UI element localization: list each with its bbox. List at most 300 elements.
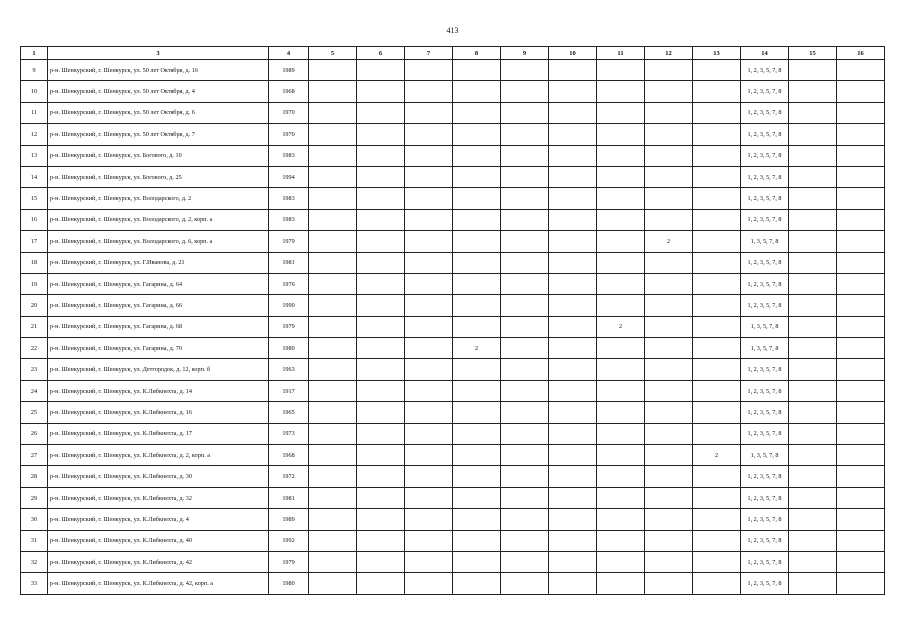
col-15-cell xyxy=(789,445,837,466)
col-9-cell xyxy=(501,102,549,123)
column-header: 13 xyxy=(693,47,741,60)
col-7-cell xyxy=(405,380,453,401)
col-13-cell xyxy=(693,359,741,380)
row-number: 12 xyxy=(21,124,48,145)
col-12-cell xyxy=(645,573,693,594)
col-9-cell xyxy=(501,188,549,209)
table-row xyxy=(21,380,885,401)
col-8-cell xyxy=(453,423,501,444)
column-header: 1 xyxy=(21,47,48,60)
col-14-cell: 1, 2, 3, 5, 7, 8 xyxy=(741,60,789,81)
col-14-cell: 1, 2, 3, 5, 7, 8 xyxy=(741,295,789,316)
year-cell: 1981 xyxy=(269,487,309,508)
col-16-cell xyxy=(837,81,885,102)
table-row xyxy=(21,60,885,81)
year-cell: 1965 xyxy=(269,402,309,423)
col-8-cell xyxy=(453,60,501,81)
col-6-cell xyxy=(357,102,405,123)
col-7-cell xyxy=(405,188,453,209)
col-15-cell xyxy=(789,252,837,273)
col-6-cell xyxy=(357,273,405,294)
row-number: 32 xyxy=(21,551,48,572)
col-16-cell xyxy=(837,423,885,444)
col-15-cell xyxy=(789,487,837,508)
table-row xyxy=(21,124,885,145)
table-row xyxy=(21,188,885,209)
address-cell: р-н. Шенкурский, г. Шенкурск, ул. Детгородок, д. 12, корп. б xyxy=(48,359,269,380)
col-14-cell: 1, 2, 3, 5, 7, 8 xyxy=(741,124,789,145)
col-6-cell xyxy=(357,338,405,359)
col-16-cell xyxy=(837,359,885,380)
col-6-cell xyxy=(357,359,405,380)
col-12-cell xyxy=(645,295,693,316)
col-12-cell xyxy=(645,166,693,187)
col-7-cell xyxy=(405,60,453,81)
col-15-cell xyxy=(789,81,837,102)
col-11-cell xyxy=(597,551,645,572)
col-9-cell xyxy=(501,487,549,508)
col-7-cell xyxy=(405,551,453,572)
col-12-cell xyxy=(645,530,693,551)
col-12-cell xyxy=(645,509,693,530)
col-16-cell xyxy=(837,445,885,466)
col-8-cell xyxy=(453,252,501,273)
col-10-cell xyxy=(549,551,597,572)
col-9-cell xyxy=(501,573,549,594)
col-7-cell xyxy=(405,209,453,230)
col-5-cell xyxy=(309,402,357,423)
col-5-cell xyxy=(309,166,357,187)
col-16-cell xyxy=(837,252,885,273)
col-9-cell xyxy=(501,209,549,230)
col-12-cell xyxy=(645,445,693,466)
col-15-cell xyxy=(789,60,837,81)
col-15-cell xyxy=(789,124,837,145)
col-9-cell xyxy=(501,316,549,337)
col-14-cell: 1, 2, 3, 5, 7, 8 xyxy=(741,573,789,594)
col-10-cell xyxy=(549,423,597,444)
address-cell: р-н. Шенкурский, г. Шенкурск, ул. К.Либкнехта, д. 32 xyxy=(48,487,269,508)
col-11-cell xyxy=(597,124,645,145)
col-11-cell xyxy=(597,102,645,123)
table-row xyxy=(21,359,885,380)
col-12-cell xyxy=(645,60,693,81)
col-13-cell xyxy=(693,273,741,294)
column-header: 15 xyxy=(789,47,837,60)
col-14-cell: 1, 2, 3, 5, 7, 8 xyxy=(741,530,789,551)
col-6-cell xyxy=(357,231,405,252)
col-5-cell xyxy=(309,60,357,81)
col-8-cell xyxy=(453,102,501,123)
year-cell: 1989 xyxy=(269,509,309,530)
col-15-cell xyxy=(789,188,837,209)
year-cell: 1963 xyxy=(269,359,309,380)
col-15-cell xyxy=(789,145,837,166)
col-7-cell xyxy=(405,145,453,166)
table-row xyxy=(21,145,885,166)
address-cell: р-н. Шенкурский, г. Шенкурск, ул. К.Либкнехта, д. 42, корп. а xyxy=(48,573,269,594)
col-7-cell xyxy=(405,530,453,551)
col-11-cell xyxy=(597,487,645,508)
col-6-cell xyxy=(357,166,405,187)
col-13-cell xyxy=(693,423,741,444)
col-13-cell xyxy=(693,81,741,102)
col-16-cell xyxy=(837,573,885,594)
table-row xyxy=(21,252,885,273)
col-6-cell xyxy=(357,316,405,337)
col-7-cell xyxy=(405,359,453,380)
col-14-cell: 1, 2, 3, 5, 7, 8 xyxy=(741,551,789,572)
col-10-cell xyxy=(549,273,597,294)
col-7-cell xyxy=(405,466,453,487)
col-15-cell xyxy=(789,338,837,359)
col-8-cell xyxy=(453,487,501,508)
col-12-cell xyxy=(645,81,693,102)
col-12-cell xyxy=(645,188,693,209)
col-15-cell xyxy=(789,231,837,252)
col-8-cell xyxy=(453,316,501,337)
col-10-cell xyxy=(549,295,597,316)
col-9-cell xyxy=(501,445,549,466)
col-16-cell xyxy=(837,402,885,423)
col-8-cell xyxy=(453,551,501,572)
address-cell: р-н. Шенкурский, г. Шенкурск, ул. К.Либкнехта, д. 42 xyxy=(48,551,269,572)
col-6-cell xyxy=(357,402,405,423)
col-16-cell xyxy=(837,380,885,401)
col-10-cell xyxy=(549,166,597,187)
col-8-cell xyxy=(453,273,501,294)
table-row xyxy=(21,466,885,487)
col-11-cell xyxy=(597,530,645,551)
col-5-cell xyxy=(309,273,357,294)
col-5-cell xyxy=(309,145,357,166)
address-cell: р-н. Шенкурский, г. Шенкурск, ул. 50 лет Октября, д. 4 xyxy=(48,81,269,102)
address-cell: р-н. Шенкурский, г. Шенкурск, ул. Володарского, д. 2 xyxy=(48,188,269,209)
col-6-cell xyxy=(357,423,405,444)
row-number: 27 xyxy=(21,445,48,466)
row-number: 26 xyxy=(21,423,48,444)
year-cell: 1990 xyxy=(269,295,309,316)
address-cell: р-н. Шенкурский, г. Шенкурск, ул. Гагарина, д. 64 xyxy=(48,273,269,294)
col-8-cell xyxy=(453,359,501,380)
col-5-cell xyxy=(309,102,357,123)
col-8-cell xyxy=(453,530,501,551)
col-5-cell xyxy=(309,316,357,337)
col-15-cell xyxy=(789,209,837,230)
row-number: 16 xyxy=(21,209,48,230)
col-14-cell: 1, 2, 3, 5, 7, 8 xyxy=(741,166,789,187)
col-5-cell xyxy=(309,423,357,444)
row-number: 24 xyxy=(21,380,48,401)
col-14-cell: 1, 2, 3, 5, 7, 8 xyxy=(741,402,789,423)
col-8-cell xyxy=(453,295,501,316)
col-6-cell xyxy=(357,530,405,551)
col-12-cell xyxy=(645,273,693,294)
col-9-cell xyxy=(501,60,549,81)
col-8-cell xyxy=(453,209,501,230)
col-9-cell xyxy=(501,231,549,252)
address-cell: р-н. Шенкурский, г. Шенкурск, ул. Гагарина, д. 68 xyxy=(48,316,269,337)
col-13-cell xyxy=(693,551,741,572)
col-15-cell xyxy=(789,402,837,423)
column-header: 7 xyxy=(405,47,453,60)
col-9-cell xyxy=(501,509,549,530)
col-12-cell xyxy=(645,551,693,572)
col-9-cell xyxy=(501,166,549,187)
row-number: 17 xyxy=(21,231,48,252)
col-11-cell: 2 xyxy=(597,316,645,337)
year-cell: 1980 xyxy=(269,338,309,359)
table-row xyxy=(21,487,885,508)
table-row xyxy=(21,530,885,551)
col-9-cell xyxy=(501,252,549,273)
table-row xyxy=(21,509,885,530)
col-12-cell xyxy=(645,487,693,508)
table-row xyxy=(21,316,885,337)
col-7-cell xyxy=(405,124,453,145)
table-row xyxy=(21,231,885,252)
col-11-cell xyxy=(597,338,645,359)
address-cell: р-н. Шенкурский, г. Шенкурск, ул. Гагарина, д. 66 xyxy=(48,295,269,316)
col-13-cell xyxy=(693,466,741,487)
col-13-cell xyxy=(693,60,741,81)
col-13-cell xyxy=(693,231,741,252)
col-5-cell xyxy=(309,124,357,145)
col-12-cell xyxy=(645,423,693,444)
col-9-cell xyxy=(501,423,549,444)
col-11-cell xyxy=(597,445,645,466)
address-cell: р-н. Шенкурский, г. Шенкурск, ул. К.Либкнехта, д. 14 xyxy=(48,380,269,401)
row-number: 22 xyxy=(21,338,48,359)
row-number: 21 xyxy=(21,316,48,337)
col-13-cell xyxy=(693,530,741,551)
col-11-cell xyxy=(597,166,645,187)
col-10-cell xyxy=(549,402,597,423)
col-12-cell xyxy=(645,380,693,401)
row-number: 10 xyxy=(21,81,48,102)
table-row xyxy=(21,423,885,444)
row-number: 29 xyxy=(21,487,48,508)
col-9-cell xyxy=(501,380,549,401)
header-row xyxy=(21,47,885,60)
year-cell: 1989 xyxy=(269,60,309,81)
col-11-cell xyxy=(597,380,645,401)
address-cell: р-н. Шенкурский, г. Шенкурск, ул. 50 лет Октября, д. 7 xyxy=(48,124,269,145)
col-5-cell xyxy=(309,466,357,487)
col-12-cell xyxy=(645,209,693,230)
col-8-cell xyxy=(453,573,501,594)
col-6-cell xyxy=(357,209,405,230)
table-row xyxy=(21,445,885,466)
col-6-cell xyxy=(357,466,405,487)
col-5-cell xyxy=(309,530,357,551)
col-8-cell xyxy=(453,166,501,187)
table-row xyxy=(21,295,885,316)
address-cell: р-н. Шенкурский, г. Шенкурск, ул. К.Либкнехта, д. 17 xyxy=(48,423,269,444)
col-6-cell xyxy=(357,380,405,401)
col-5-cell xyxy=(309,445,357,466)
col-9-cell xyxy=(501,273,549,294)
col-16-cell xyxy=(837,145,885,166)
col-11-cell xyxy=(597,81,645,102)
address-cell: р-н. Шенкурский, г. Шенкурск, ул. 50 лет Октября, д. 6 xyxy=(48,102,269,123)
col-14-cell: 1, 3, 5, 7, 8 xyxy=(741,316,789,337)
col-7-cell xyxy=(405,295,453,316)
address-cell: р-н. Шенкурский, г. Шенкурск, ул. К.Либкнехта, д. 30 xyxy=(48,466,269,487)
col-16-cell xyxy=(837,466,885,487)
col-8-cell: 2 xyxy=(453,338,501,359)
col-13-cell xyxy=(693,166,741,187)
col-5-cell xyxy=(309,81,357,102)
col-11-cell xyxy=(597,509,645,530)
col-15-cell xyxy=(789,295,837,316)
col-8-cell xyxy=(453,145,501,166)
col-13-cell xyxy=(693,252,741,273)
address-cell: р-н. Шенкурский, г. Шенкурск, ул. Гагарина, д. 70 xyxy=(48,338,269,359)
col-7-cell xyxy=(405,231,453,252)
col-6-cell xyxy=(357,252,405,273)
col-12-cell xyxy=(645,402,693,423)
row-number: 31 xyxy=(21,530,48,551)
year-cell: 1981 xyxy=(269,252,309,273)
col-12-cell xyxy=(645,102,693,123)
col-7-cell xyxy=(405,166,453,187)
col-7-cell xyxy=(405,273,453,294)
col-14-cell: 1, 3, 5, 7, 8 xyxy=(741,231,789,252)
year-cell: 1970 xyxy=(269,102,309,123)
col-14-cell: 1, 2, 3, 5, 7, 8 xyxy=(741,273,789,294)
col-8-cell xyxy=(453,509,501,530)
col-8-cell xyxy=(453,402,501,423)
col-8-cell xyxy=(453,124,501,145)
col-5-cell xyxy=(309,295,357,316)
column-header: 8 xyxy=(453,47,501,60)
col-12-cell xyxy=(645,359,693,380)
col-16-cell xyxy=(837,551,885,572)
col-16-cell xyxy=(837,124,885,145)
row-number: 25 xyxy=(21,402,48,423)
col-9-cell xyxy=(501,81,549,102)
col-10-cell xyxy=(549,60,597,81)
col-16-cell xyxy=(837,209,885,230)
col-6-cell xyxy=(357,509,405,530)
table-row xyxy=(21,338,885,359)
col-16-cell xyxy=(837,60,885,81)
address-cell: р-н. Шенкурский, г. Шенкурск, ул. К.Либкнехта, д. 40 xyxy=(48,530,269,551)
col-11-cell xyxy=(597,402,645,423)
col-8-cell xyxy=(453,380,501,401)
col-6-cell xyxy=(357,188,405,209)
col-10-cell xyxy=(549,509,597,530)
col-9-cell xyxy=(501,551,549,572)
col-14-cell: 1, 3, 5, 7, 8 xyxy=(741,338,789,359)
col-9-cell xyxy=(501,402,549,423)
col-10-cell xyxy=(549,380,597,401)
col-14-cell: 1, 2, 3, 5, 7, 8 xyxy=(741,466,789,487)
col-16-cell xyxy=(837,231,885,252)
col-7-cell xyxy=(405,338,453,359)
col-9-cell xyxy=(501,124,549,145)
col-13-cell: 2 xyxy=(693,445,741,466)
col-16-cell xyxy=(837,316,885,337)
col-11-cell xyxy=(597,231,645,252)
address-cell: р-н. Шенкурский, г. Шенкурск, ул. Богового, д. 10 xyxy=(48,145,269,166)
col-7-cell xyxy=(405,573,453,594)
column-header: 12 xyxy=(645,47,693,60)
col-5-cell xyxy=(309,551,357,572)
column-header: 6 xyxy=(357,47,405,60)
col-11-cell xyxy=(597,573,645,594)
col-10-cell xyxy=(549,188,597,209)
col-10-cell xyxy=(549,487,597,508)
col-11-cell xyxy=(597,209,645,230)
col-16-cell xyxy=(837,295,885,316)
col-10-cell xyxy=(549,231,597,252)
col-10-cell xyxy=(549,573,597,594)
col-5-cell xyxy=(309,231,357,252)
table-row xyxy=(21,209,885,230)
year-cell: 1968 xyxy=(269,445,309,466)
year-cell: 1979 xyxy=(269,231,309,252)
col-13-cell xyxy=(693,209,741,230)
address-cell: р-н. Шенкурский, г. Шенкурск, ул. К.Либкнехта, д. 4 xyxy=(48,509,269,530)
col-14-cell: 1, 3, 5, 7, 8 xyxy=(741,445,789,466)
address-cell: р-н. Шенкурский, г. Шенкурск, ул. Богового, д. 25 xyxy=(48,166,269,187)
col-9-cell xyxy=(501,530,549,551)
col-10-cell xyxy=(549,252,597,273)
year-cell: 1917 xyxy=(269,380,309,401)
col-15-cell xyxy=(789,166,837,187)
col-13-cell xyxy=(693,124,741,145)
col-6-cell xyxy=(357,445,405,466)
address-cell: р-н. Шенкурский, г. Шенкурск, ул. К.Либкнехта, д. 16 xyxy=(48,402,269,423)
col-8-cell xyxy=(453,81,501,102)
address-cell: р-н. Шенкурский, г. Шенкурск, ул. К.Либкнехта, д. 2, корп. а xyxy=(48,445,269,466)
col-5-cell xyxy=(309,209,357,230)
col-12-cell xyxy=(645,338,693,359)
col-15-cell xyxy=(789,573,837,594)
col-11-cell xyxy=(597,60,645,81)
housing-table xyxy=(20,46,885,595)
row-number: 11 xyxy=(21,102,48,123)
year-cell: 1979 xyxy=(269,316,309,337)
column-header: 10 xyxy=(549,47,597,60)
col-11-cell xyxy=(597,359,645,380)
row-number: 15 xyxy=(21,188,48,209)
col-10-cell xyxy=(549,338,597,359)
col-12-cell xyxy=(645,124,693,145)
row-number: 23 xyxy=(21,359,48,380)
col-14-cell: 1, 2, 3, 5, 7, 8 xyxy=(741,145,789,166)
col-14-cell: 1, 2, 3, 5, 7, 8 xyxy=(741,252,789,273)
col-7-cell xyxy=(405,316,453,337)
col-7-cell xyxy=(405,445,453,466)
col-10-cell xyxy=(549,81,597,102)
col-13-cell xyxy=(693,145,741,166)
col-12-cell xyxy=(645,316,693,337)
col-8-cell xyxy=(453,188,501,209)
column-header: 14 xyxy=(741,47,789,60)
col-16-cell xyxy=(837,273,885,294)
col-9-cell xyxy=(501,466,549,487)
table-row xyxy=(21,81,885,102)
column-header: 3 xyxy=(48,47,269,60)
col-9-cell xyxy=(501,338,549,359)
row-number: 13 xyxy=(21,145,48,166)
col-7-cell xyxy=(405,509,453,530)
col-6-cell xyxy=(357,60,405,81)
row-number: 19 xyxy=(21,273,48,294)
